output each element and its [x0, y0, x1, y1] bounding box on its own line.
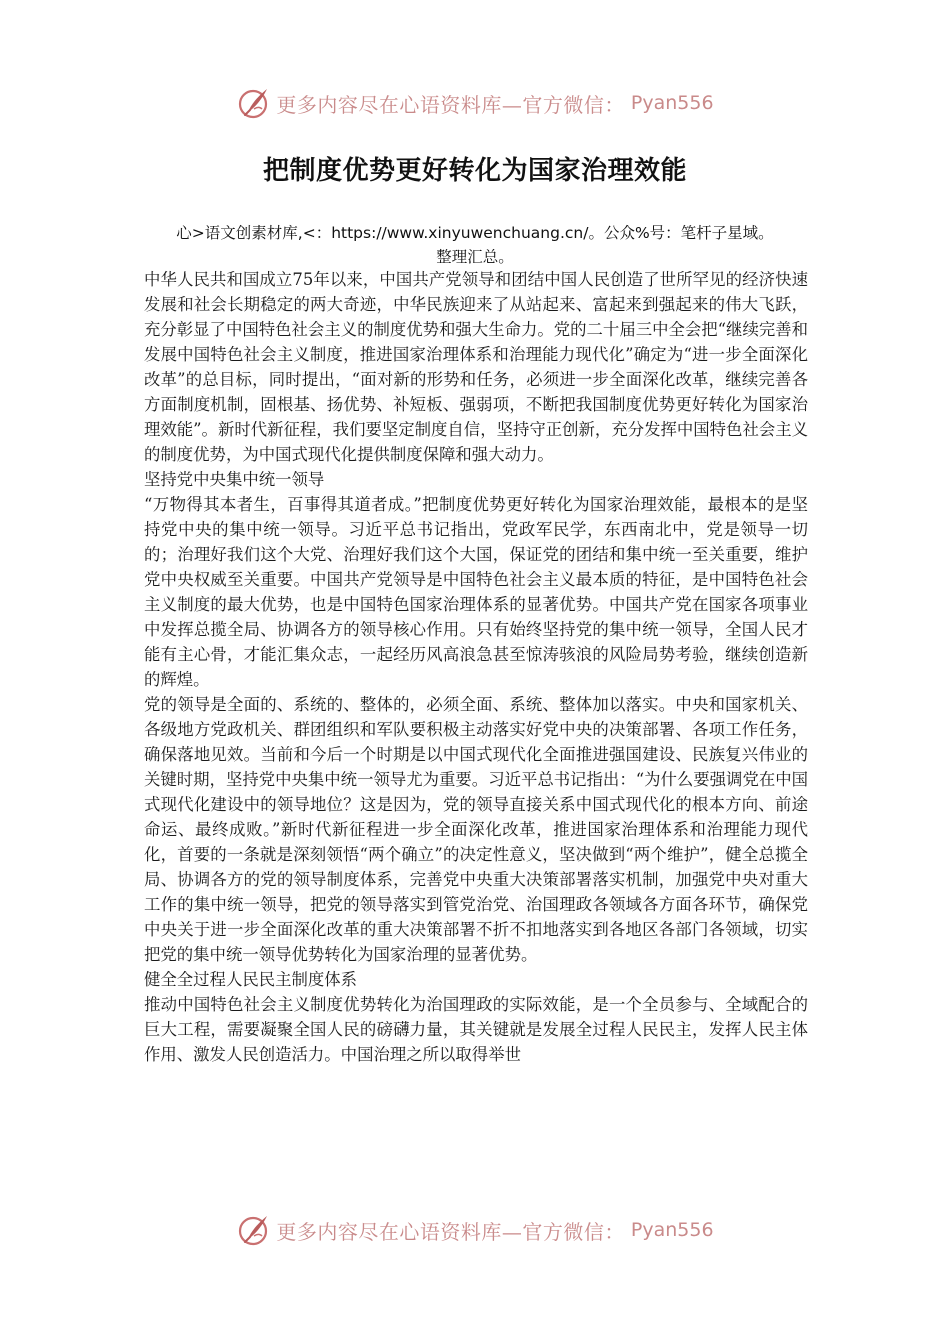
paragraph-leadership-2: 党的领导是全面的、系统的、整体的，必须全面、系统、整体加以落实。中央和国家机关、各级地方党政机关、群团组织和军队要积极主动落实好党中央的决策部署、各项工作任务，确保落地见效。当前和今后一个时期是以中国式现代化全面推进强国建设、民族复兴伟业的关键时期，坚持党中央集中统一领导尤为重要。习近平总书记指出：“为什么要强调党在中国式现代化建设中的领导地位？这是因为，党的领导直接关系中国式现代化的根本方向、前途命运、最终成败。”新时代新征程进一步全面深化改革，推进国家治理体系和治理能力现代化，首要的一条就是深刻领悟“两个确立”的决定性意义，坚决做到“两个维护”，健全总揽全局、协调各方的党的领导制度体系，完善党中央重大决策部署落实机制，加强党中央对重大工作的集中统一领导，把党的领导落实到管党治党、治国理政各领域各方面各环节，确保党中央关于进一步全面深化改革的重大决策部署不折不扣地落实到各地区各部门各领域，切实把党的集中统一领导优势转化为国家治理的显著优势。	[144, 695, 809, 964]
quill-logo-icon	[236, 1212, 272, 1248]
source-line-1: 心>语文创素材库,<：https://www.xinyuwenchuang.cn/。公众%号：笔杆子星域。	[176, 224, 774, 242]
banner-text: 更多内容尽在心语资料库—官方微信：	[276, 92, 625, 117]
banner-text: 更多内容尽在心语资料库—官方微信：	[276, 1219, 625, 1244]
source-line-2: 整理汇总。	[436, 248, 514, 266]
paragraph-intro: 中华人民共和国成立75年以来，中国共产党领导和团结中国人民创造了世所罕见的经济快速发展和社会长期稳定的两大奇迹，中华民族迎来了从站起来、富起来到强起来的伟大飞跃，充分彰显了中国特色社会主义的制度优势和强大生命力。党的二十届三中全会把“继续完善和发展中国特色社会主义制度，推进国家治理体系和治理能力现代化”确定为“进一步全面深化改革”的总目标，同时提出，“面对新的形势和任务，必须进一步全面深化改革，继续完善各方面制度机制，固根基、扬优势、补短板、强弱项，不断把我国制度优势更好转化为国家治理效能”。新时代新征程，我们要坚定制度自信，坚持守正创新，充分发挥中国特色社会主义的制度优势，为中国式现代化提供制度保障和强大动力。	[144, 270, 809, 464]
source-note	[140, 221, 810, 269]
banner-wechat-id: Pyan556	[630, 1219, 714, 1241]
section-heading-democracy: 健全全过程人民民主制度体系	[144, 970, 358, 989]
paragraph-leadership-1: “万物得其本者生，百事得其道者成。”把制度优势更好转化为国家治理效能，最根本的是坚持党中央的集中统一领导。习近平总书记指出，党政军民学，东西南北中，党是领导一切的；治理好我们这个大党、治理好我们这个大国，保证党的团结和集中统一至关重要，维护党中央权威至关重要。中国共产党领导是中国特色社会主义最本质的特征，是中国特色社会主义制度的最大优势，也是中国特色国家治理体系的显著优势。中国共产党在国家各项事业中发挥总揽全局、协调各方的领导核心作用。只有始终坚持党的集中统一领导，全国人民才能有主心骨，才能汇集众志，一起经历风高浪急甚至惊涛骇浪的风险局势考验，继续创造新的辉煌。	[144, 495, 808, 689]
document-title: 把制度优势更好转化为国家治理效能	[262, 156, 687, 186]
footer-banner	[0, 1210, 950, 1250]
header-banner	[0, 83, 950, 123]
article-body	[144, 267, 808, 1067]
section-heading-leadership: 坚持党中央集中统一领导	[144, 470, 325, 489]
quill-logo-icon	[236, 85, 272, 121]
paragraph-democracy-1: 推动中国特色社会主义制度优势转化为治国理政的实际效能，是一个全员参与、全域配合的巨大工程，需要凝聚全国人民的磅礴力量，其关键就是发展全过程人民民主，发挥人民主体作用、激发人民创造活力。中国治理之所以取得举世	[144, 995, 808, 1064]
banner-wechat-id: Pyan556	[630, 92, 714, 114]
